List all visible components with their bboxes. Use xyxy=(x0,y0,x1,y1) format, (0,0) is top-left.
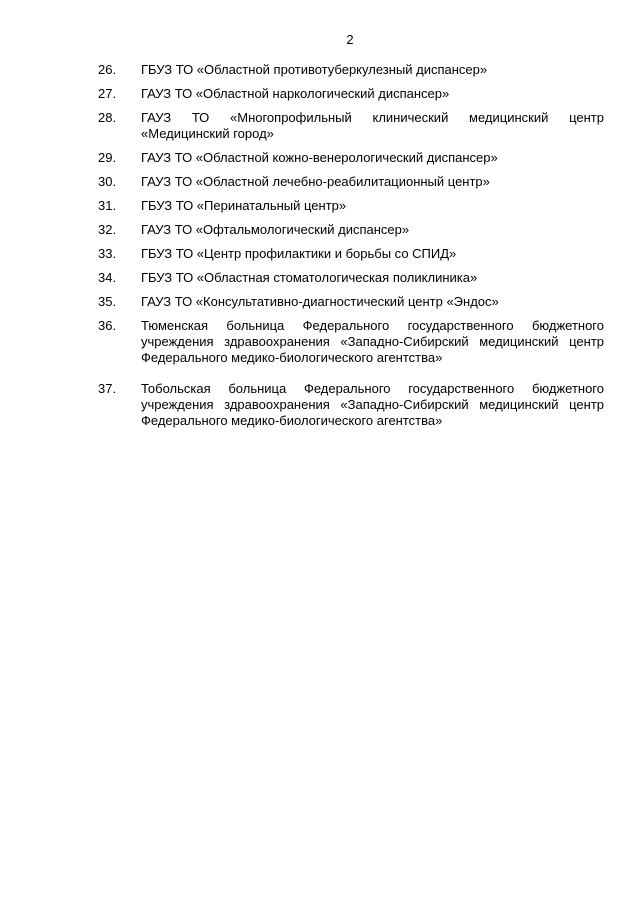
item-text: ГАУЗ ТО «Офтальмологический диспансер» xyxy=(141,222,410,237)
item-number: 26. xyxy=(98,62,117,77)
item-text: Тобольская больница Федерального государственного бюджетного учреждения здравоохранения «Западно-Сибирский медицинский центр Федерального медико-биологического агентства» xyxy=(141,381,604,428)
list-item xyxy=(98,246,604,262)
item-text: ГАУЗ ТО «Многопрофильный клинический медицинский центр «Медицинский город» xyxy=(141,110,604,141)
item-number: 34. xyxy=(98,270,117,285)
item-text: ГАУЗ ТО «Областной наркологический диспансер» xyxy=(141,86,450,101)
item-text: ГБУЗ ТО «Перинатальный центр» xyxy=(141,198,347,213)
item-text: ГБУЗ ТО «Областной противотуберкулезный диспансер» xyxy=(141,62,488,77)
item-number: 35. xyxy=(98,294,117,309)
item-text: ГАУЗ ТО «Областной лечебно-реабилитационный центр» xyxy=(141,174,490,189)
item-text: ГАУЗ ТО «Консультативно-диагностический центр «Эндос» xyxy=(141,294,499,309)
item-number: 32. xyxy=(98,222,117,237)
item-number: 31. xyxy=(98,198,117,213)
item-text: ГБУЗ ТО «Центр профилактики и борьбы со СПИД» xyxy=(141,246,457,261)
item-text: Тюменская больница Федерального государственного бюджетного учреждения здравоохранения «Западно-Сибирский медицинский центр Федерального медико-биологического агентства» xyxy=(141,318,604,365)
item-number: 30. xyxy=(98,174,117,189)
item-number: 29. xyxy=(98,150,117,165)
item-text: ГБУЗ ТО «Областная стоматологическая поликлиника» xyxy=(141,270,478,285)
list-item xyxy=(98,86,604,102)
list-item xyxy=(98,381,604,429)
item-number: 27. xyxy=(98,86,117,101)
page-number: 2 xyxy=(346,32,354,47)
institution-list xyxy=(98,62,604,437)
list-item xyxy=(98,110,604,142)
list-item xyxy=(98,270,604,286)
item-number: 36. xyxy=(98,318,117,333)
list-item xyxy=(98,150,604,166)
list-item xyxy=(98,294,604,310)
item-number: 37. xyxy=(98,381,117,396)
item-number: 33. xyxy=(98,246,117,261)
list-item xyxy=(98,198,604,214)
list-item xyxy=(98,62,604,78)
item-number: 28. xyxy=(98,110,117,125)
list-item xyxy=(98,318,604,366)
item-text: ГАУЗ ТО «Областной кожно-венерологический диспансер» xyxy=(141,150,498,165)
list-item xyxy=(98,222,604,238)
list-item xyxy=(98,174,604,190)
